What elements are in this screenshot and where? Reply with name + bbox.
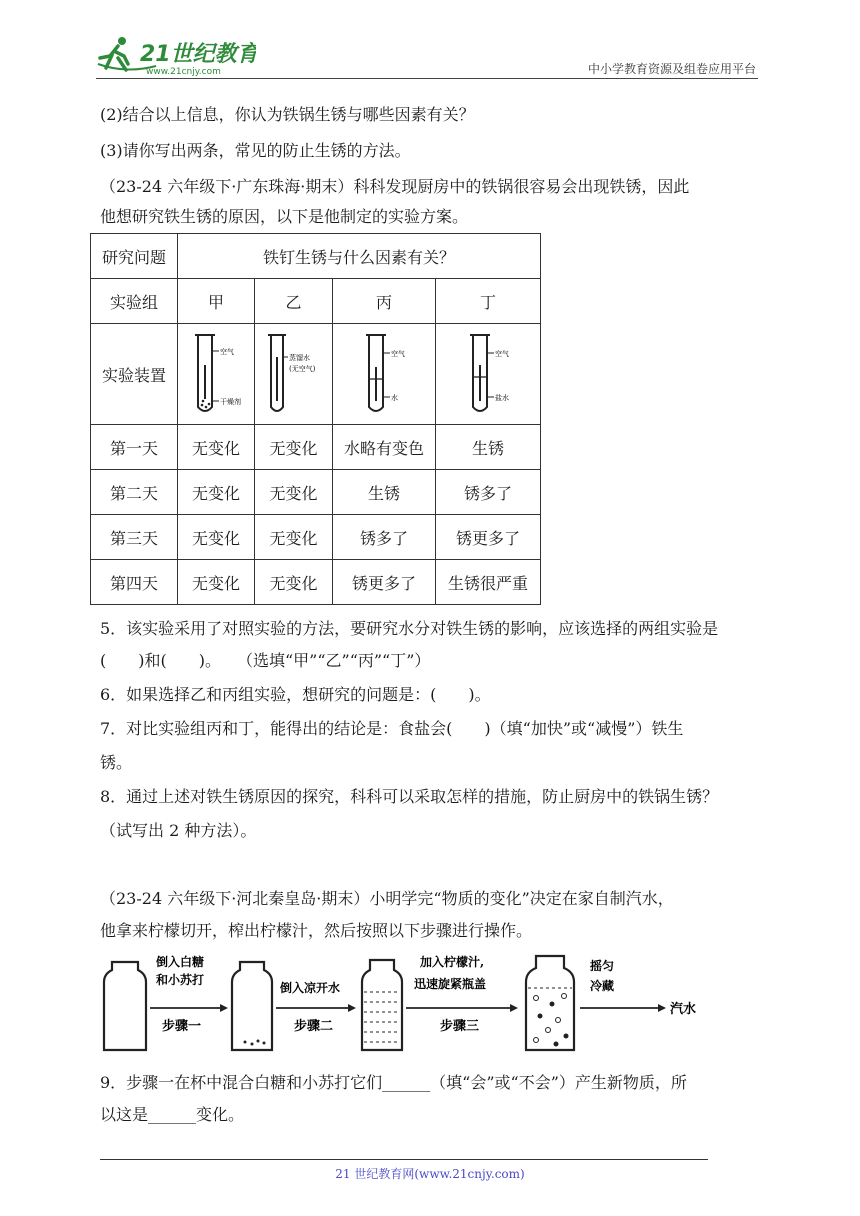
- day-label: 第三天: [91, 515, 178, 560]
- question-8-line-1: 8．通过上述对铁生锈原因的探究，科科可以采取怎样的措施，防止厨房中的铁锅生锈？: [100, 787, 719, 806]
- result-cell: 锈更多了: [333, 560, 436, 605]
- intro-1-line-1: （23-24 六年级下·广东珠海·期末）科科发现厨房中的铁锅很容易会出现铁锈，因此: [100, 177, 690, 196]
- intro-2-line-2: 他拿来柠檬切开，榨出柠檬汁，然后按照以下步骤进行操作。: [100, 921, 533, 940]
- step-2-label: 步骤二: [294, 1019, 334, 1034]
- result-cell: 无变化: [178, 425, 255, 470]
- arrow-head-icon: [658, 1004, 666, 1012]
- step-1-label: 步骤一: [162, 1019, 202, 1034]
- logo-url: www.21cnjy.com: [146, 67, 221, 77]
- device-label-desiccant: 干燥剂: [220, 398, 241, 406]
- experiment-table: [90, 233, 541, 605]
- arrow-4-label-a: 摇匀: [590, 959, 615, 973]
- group-header: 丙: [333, 279, 436, 324]
- table-row: [91, 425, 541, 470]
- device-cell: [178, 324, 255, 425]
- result-cell: 无变化: [255, 470, 333, 515]
- question-3: (3)请你写出两条，常见的防止生锈的方法。: [100, 141, 411, 160]
- device-label: 实验装置: [91, 324, 178, 425]
- table-row: [91, 560, 541, 605]
- result-cell: 生锈: [436, 425, 541, 470]
- arrow-2-label: 倒入凉开水: [280, 981, 341, 995]
- table-row: [91, 234, 541, 279]
- test-tube-dry-icon: [181, 327, 251, 417]
- result-cell: 无变化: [178, 560, 255, 605]
- arrow-head-icon: [348, 1004, 356, 1012]
- result-cell: 无变化: [178, 515, 255, 560]
- device-label-saltwater: 盐水: [495, 394, 509, 402]
- arrow-head-icon: [220, 1004, 228, 1012]
- logo-text: 21世纪教育: [140, 42, 256, 67]
- day-label: 第一天: [91, 425, 178, 470]
- footer-divider: [100, 1159, 708, 1160]
- question-8-line-2: （试写出 2 种方法）。: [100, 821, 257, 840]
- arrow-1-label-b: 和小苏打: [156, 973, 205, 987]
- result-cell: 锈多了: [333, 515, 436, 560]
- intro-2-line-1: （23-24 六年级下·河北秦皇岛·期末）小明学完“物质的变化”决定在家自制汽水，: [100, 889, 674, 908]
- intro-1-line-2: 他想研究铁生锈的原因，以下是他制定的实验方案。: [100, 207, 469, 226]
- research-question: 铁钉生锈与什么因素有关？: [178, 234, 541, 279]
- result-cell: 生锈很严重: [436, 560, 541, 605]
- test-tube-saltwater-icon: [448, 327, 528, 417]
- question-9-line-2: 以这是______变化。: [100, 1105, 245, 1124]
- question-6: 6．如果选择乙和丙组实验，想研究的问题是：( )。: [100, 685, 491, 704]
- step-3-label: 步骤三: [440, 1019, 480, 1034]
- group-header: 甲: [178, 279, 255, 324]
- result-cell: 锈更多了: [436, 515, 541, 560]
- result-cell: 锈多了: [436, 470, 541, 515]
- footer-link[interactable]: 21 世纪教育网(www.21cnjy.com): [335, 1167, 525, 1181]
- result-cell: 无变化: [255, 560, 333, 605]
- device-label-distilled: 蒸馏水: [288, 354, 310, 362]
- device-label-air: 空气: [220, 348, 234, 356]
- device-cell: [255, 324, 333, 425]
- bottle-powder-icon: [232, 962, 272, 1050]
- test-tube-distilled-icon: [258, 327, 330, 417]
- day-label: 第二天: [91, 470, 178, 515]
- question-5-line-1: 5．该实验采用了对照实验的方法，要研究水分对铁生锈的影响，应该选择的两组实验是: [100, 619, 719, 638]
- result-cell: 生锈: [333, 470, 436, 515]
- arrow-head-icon: [510, 1004, 518, 1012]
- table-row: [91, 515, 541, 560]
- device-label-no-air: (无空气): [288, 365, 315, 373]
- device-label-air: 空气: [495, 350, 509, 358]
- arrow-4-label-b: 冷藏: [590, 979, 615, 993]
- arrow-3-label-a: 加入柠檬汁,: [420, 955, 485, 969]
- research-label: 研究问题: [91, 234, 178, 279]
- day-label: 第四天: [91, 560, 178, 605]
- table-row: [91, 279, 541, 324]
- question-2: (2)结合以上信息，你认为铁锅生锈与哪些因素有关？: [100, 105, 475, 124]
- arrow-3-label-b: 迅速旋紧瓶盖: [414, 977, 487, 991]
- result-cell: 水略有变色: [333, 425, 436, 470]
- bottle-empty-icon: [104, 962, 146, 1050]
- group-header: 丁: [436, 279, 541, 324]
- device-label-water: 水: [391, 394, 398, 402]
- question-5-line-2: ( )和( )。 （选填“甲”“乙”“丙”“丁”）: [100, 651, 431, 670]
- arrow-1-label-a: 倒入白糖: [156, 955, 205, 969]
- header-divider: [96, 78, 758, 79]
- group-header: 乙: [255, 279, 333, 324]
- group-label: 实验组: [91, 279, 178, 324]
- table-row: [91, 470, 541, 515]
- question-9-line-1: 9．步骤一在杯中混合白糖和小苏打它们______（填“会”或“不会”）产生新物质，所: [100, 1073, 687, 1092]
- device-cell: [333, 324, 436, 425]
- bottle-water-icon: [362, 960, 402, 1050]
- result-cell: 无变化: [255, 515, 333, 560]
- test-tube-water-icon: [344, 327, 424, 417]
- result-cell: 无变化: [178, 470, 255, 515]
- soda-process-figure: [100, 948, 740, 1058]
- device-cell: [436, 324, 541, 425]
- result-label: 汽水: [670, 1002, 697, 1017]
- question-7-line-2: 锈。: [100, 753, 133, 772]
- device-label-air: 空气: [391, 350, 405, 358]
- result-cell: 无变化: [255, 425, 333, 470]
- question-7-line-1: 7．对比实验组丙和丁，能得出的结论是：食盐会( )（填“加快”或“减慢”）铁生: [100, 719, 684, 738]
- site-logo: [96, 34, 256, 78]
- table-row: [91, 324, 541, 425]
- platform-name: 中小学教育资源及组卷应用平台: [587, 62, 756, 76]
- bottle-soda-icon: [526, 956, 574, 1050]
